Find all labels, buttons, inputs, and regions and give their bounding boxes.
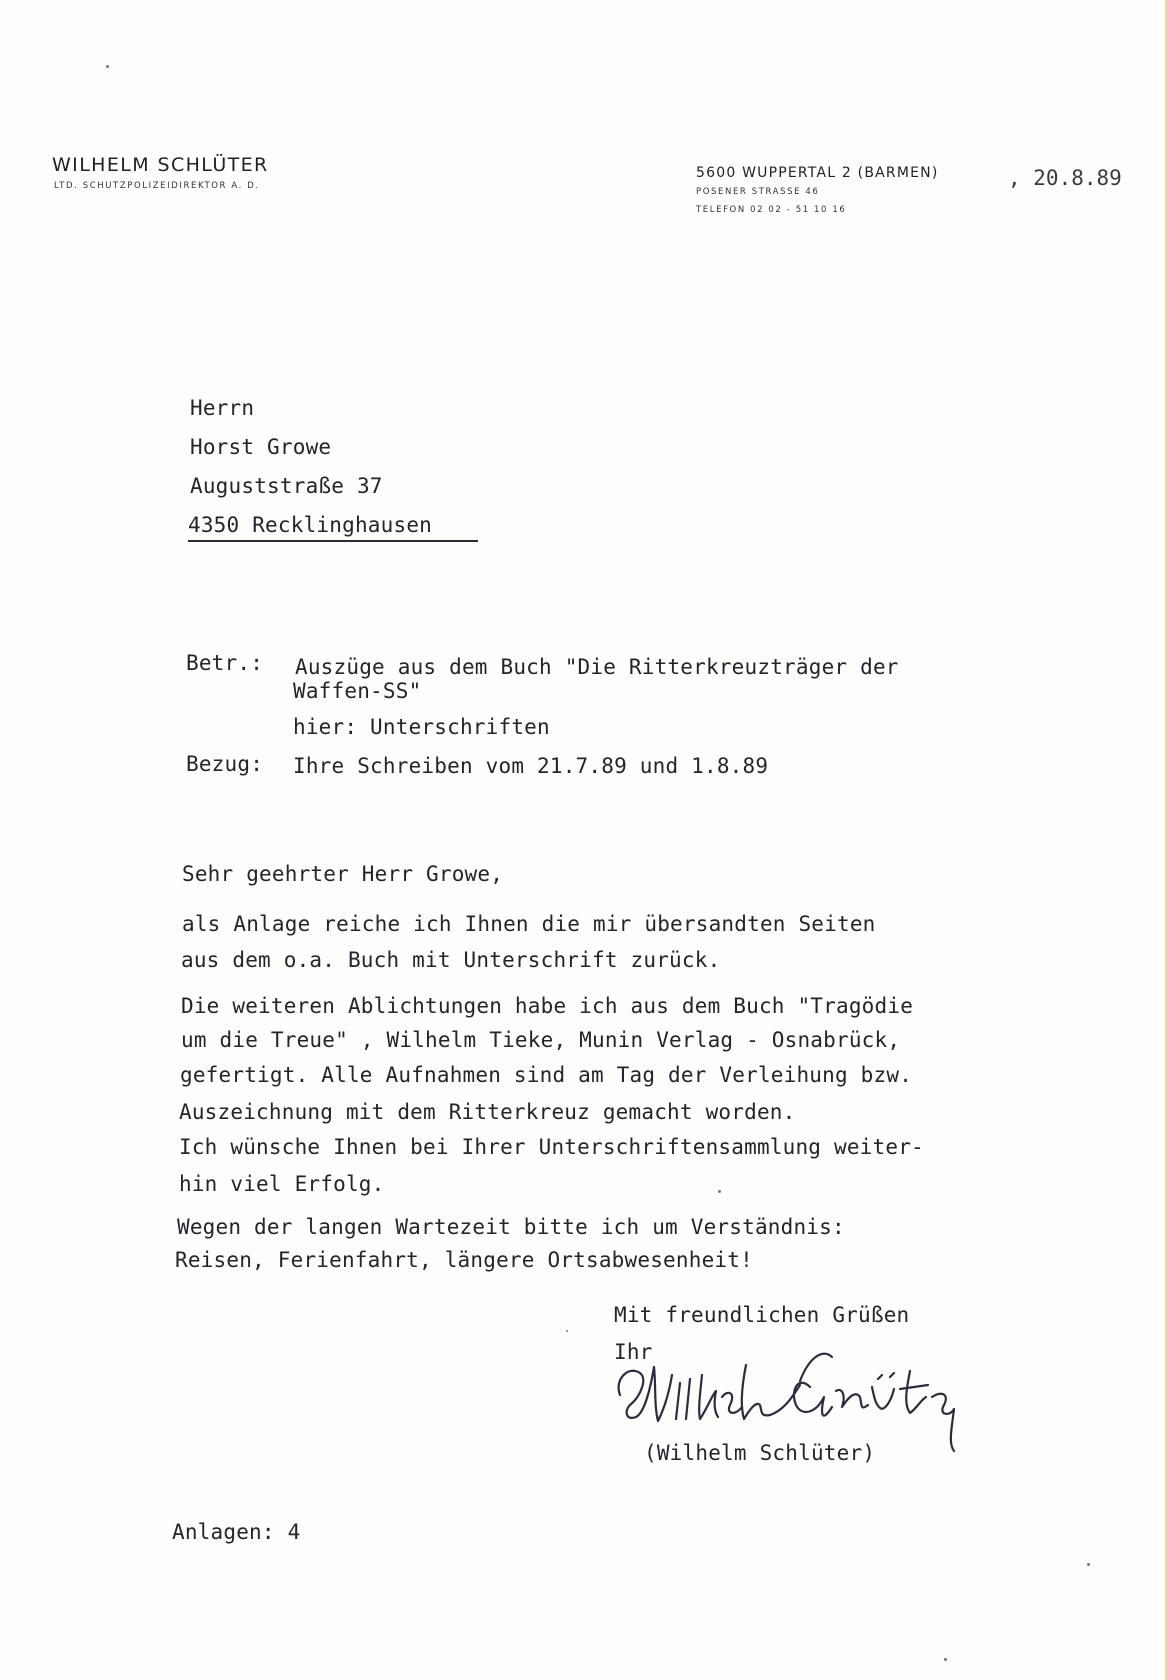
greeting: Sehr geehrter Herr Growe, bbox=[182, 862, 504, 886]
body-line: Die weiteren Ablichtungen habe ich aus dem Buch "Tragödie bbox=[181, 994, 914, 1018]
subject-label: Betr.: bbox=[186, 651, 264, 675]
typed-signature-name: (Wilhelm Schlüter) bbox=[644, 1441, 876, 1465]
scan-speck bbox=[1087, 1563, 1090, 1566]
body-line: Reisen, Ferienfahrt, längere Ortsabwesenheit! bbox=[175, 1248, 753, 1272]
enclosures: Anlagen: 4 bbox=[172, 1520, 301, 1544]
body-line: Ich wünsche Ihnen bei Ihrer Unterschriftensammlung weiter- bbox=[179, 1135, 924, 1159]
body-line: gefertigt. Alle Aufnahmen sind am Tag der Verleihung bzw. bbox=[180, 1063, 913, 1087]
body-line: um die Treue" , Wilhelm Tieke, Munin Verlag - Osnabrück, bbox=[181, 1028, 901, 1052]
letterhead-title: LTD. SCHUTZPOLIZEIDIREKTOR A. D. bbox=[54, 181, 260, 191]
reference-text: Ihre Schreiben vom 21.7.89 und 1.8.89 bbox=[293, 754, 769, 778]
recipient-city: 4350 Recklinghausen bbox=[188, 513, 433, 537]
letter-date: , 20.8.89 bbox=[1008, 166, 1122, 190]
body-line: hin viel Erfolg. bbox=[179, 1172, 385, 1196]
reference-label: Bezug: bbox=[186, 752, 264, 776]
closing-regards: Mit freundlichen Grüßen bbox=[614, 1303, 910, 1327]
letterhead-phone: TELEFON 02 02 - 51 10 16 bbox=[696, 205, 847, 215]
body-line: als Anlage reiche ich Ihnen die mir übersandten Seiten bbox=[182, 912, 876, 936]
scan-speck bbox=[718, 1190, 721, 1193]
recipient-city-underline bbox=[188, 540, 478, 542]
subject-line-3: hier: Unterschriften bbox=[293, 715, 550, 739]
recipient-street: Auguststraße 37 bbox=[190, 474, 383, 498]
closing-ihr: Ihr bbox=[614, 1340, 653, 1364]
letterhead-street: POSENER STRASSE 46 bbox=[696, 187, 820, 197]
body-line: Auszeichnung mit dem Ritterkreuz gemacht worden. bbox=[179, 1100, 796, 1124]
recipient-salutation: Herrn bbox=[190, 396, 255, 420]
recipient-name: Horst Growe bbox=[190, 435, 332, 459]
subject-line-1: Auszüge aus dem Buch "Die Ritterkreuzträger der bbox=[295, 655, 899, 679]
body-line: Wegen der langen Wartezeit bitte ich um Verständnis: bbox=[177, 1215, 845, 1239]
letterhead-name: WILHELM SCHLÜTER bbox=[52, 154, 269, 176]
subject-line-2: Waffen-SS" bbox=[293, 679, 422, 703]
scan-speck bbox=[944, 1658, 947, 1661]
body-line: aus dem o.a. Buch mit Unterschrift zurück. bbox=[181, 948, 721, 972]
letterhead-city: 5600 WUPPERTAL 2 (BARMEN) bbox=[696, 165, 939, 181]
scan-speck bbox=[566, 1330, 568, 1332]
scan-speck bbox=[106, 65, 109, 68]
